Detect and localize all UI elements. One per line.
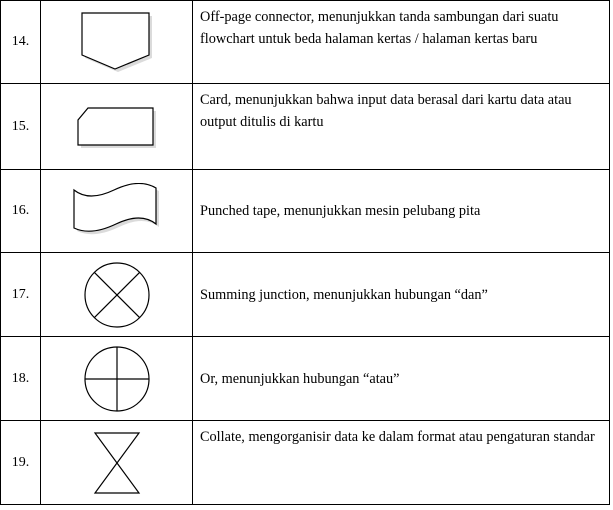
symbol-description: Or, menunjukkan hubungan “atau” <box>193 337 610 421</box>
table-row <box>1 170 610 253</box>
off-page-connector-icon <box>79 10 155 74</box>
symbol-cell <box>41 337 193 421</box>
symbol-description: Summing junction, menunjukkan hubungan “dan” <box>193 253 610 337</box>
or-icon <box>81 343 153 415</box>
table-row <box>1 421 610 505</box>
symbol-description: Punched tape, menunjukkan mesin pelubang pita <box>193 170 610 253</box>
table-row <box>1 1 610 84</box>
row-number: 18. <box>1 337 41 421</box>
symbol-cell <box>41 421 193 505</box>
row-number: 16. <box>1 170 41 253</box>
collate-icon <box>92 430 142 496</box>
symbol-cell <box>41 170 193 253</box>
row-number: 17. <box>1 253 41 337</box>
symbol-description: Collate, mengorganisir data ke dalam format atau pengaturan standar <box>193 421 610 505</box>
symbol-cell <box>41 1 193 84</box>
table-row <box>1 84 610 170</box>
table-row <box>1 337 610 421</box>
punched-tape-icon <box>71 183 163 239</box>
row-number: 19. <box>1 421 41 505</box>
symbol-cell <box>41 84 193 170</box>
card-icon <box>76 105 158 149</box>
row-number: 15. <box>1 84 41 170</box>
symbol-cell <box>41 253 193 337</box>
symbol-description: Off-page connector, menunjukkan tanda sambungan dari suatu flowchart untuk beda halaman kertas / halaman kertas baru <box>193 1 610 84</box>
table-row <box>1 253 610 337</box>
symbol-description: Card, menunjukkan bahwa input data berasal dari kartu data atau output ditulis di kartu <box>193 84 610 170</box>
row-number: 14. <box>1 1 41 84</box>
summing-junction-icon <box>81 259 153 331</box>
